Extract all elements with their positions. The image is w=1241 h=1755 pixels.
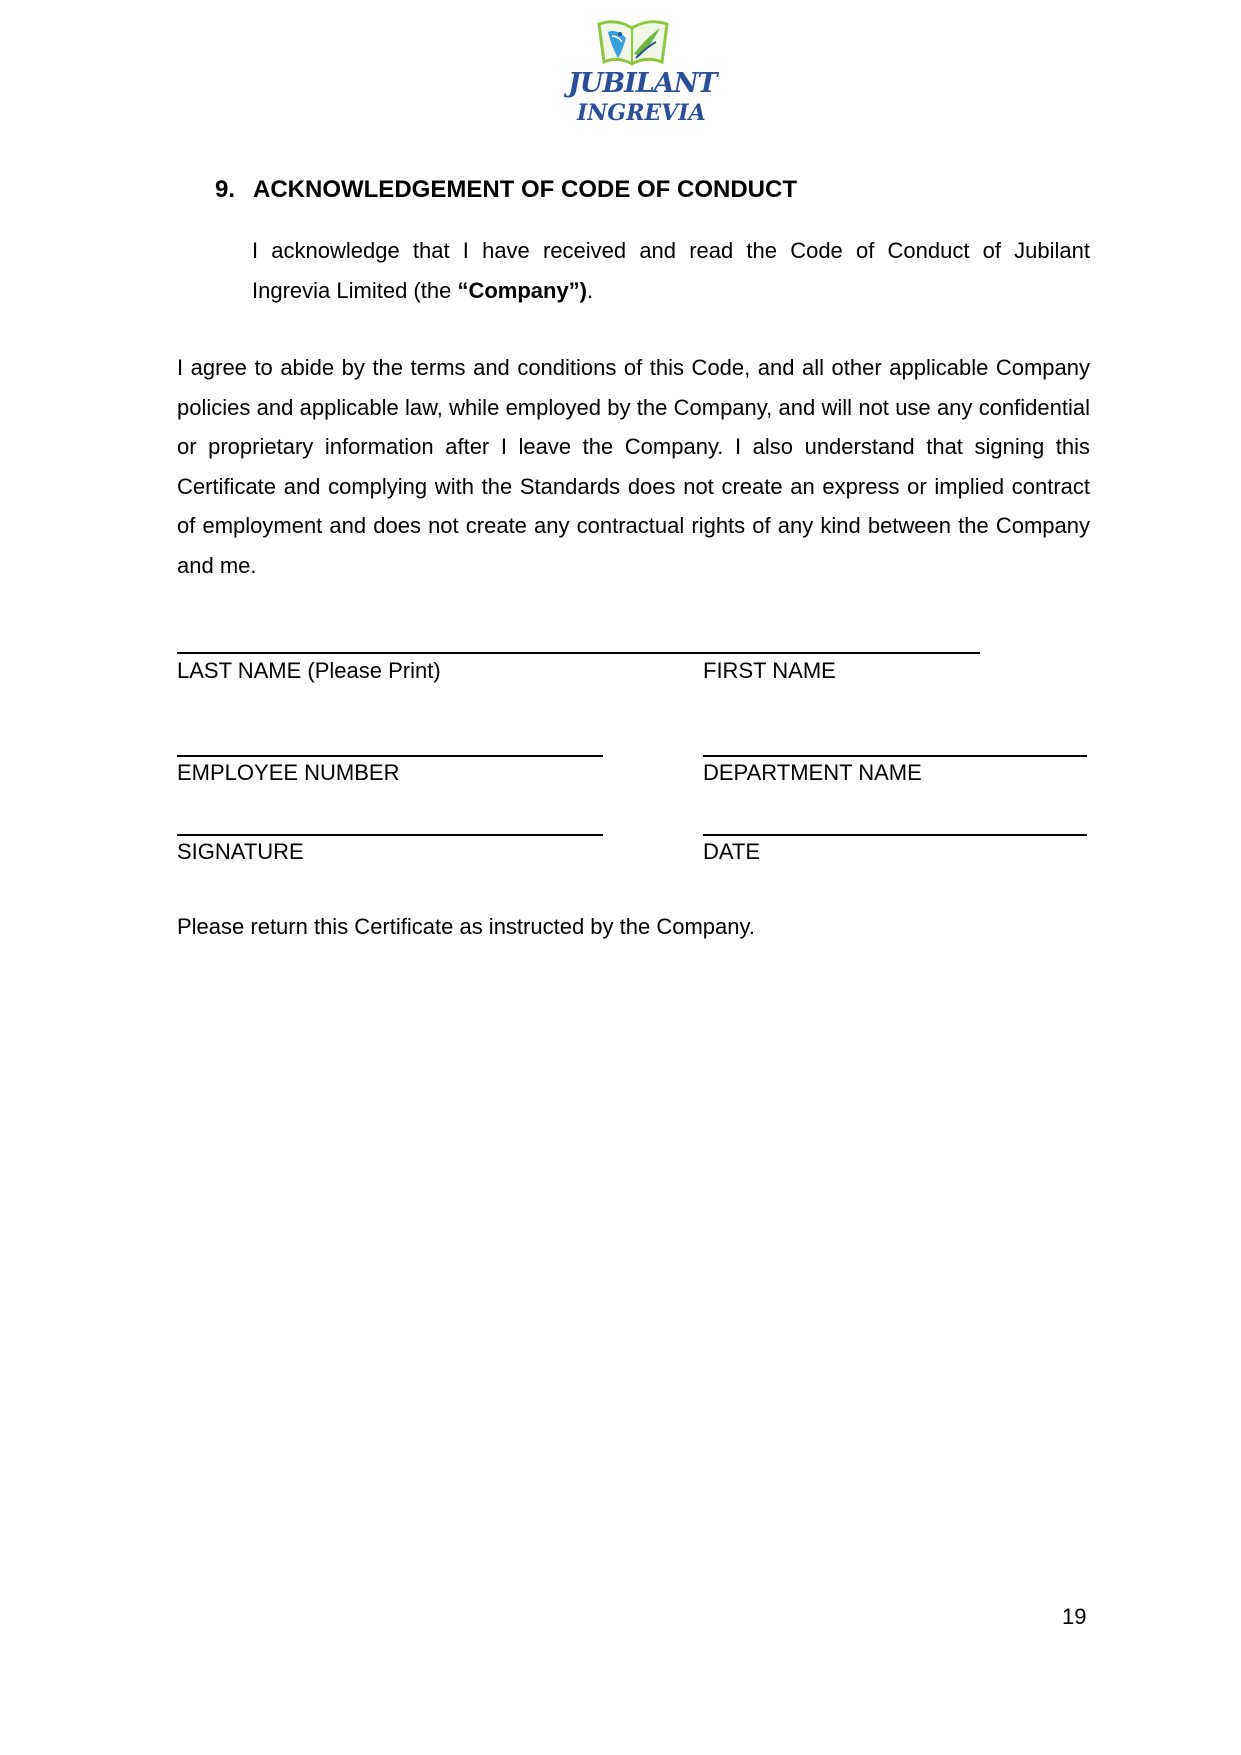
jubilant-bird-book-icon <box>596 18 670 68</box>
agreement-paragraph: I agree to abide by the terms and conditions of this Code, and all other applicable Company policies and applicable law, while employed by the Company, and will not use any confidential or proprietary information after I leave the Company. I also understand that signing this Certificate and complying with the Standards does not create an express or implied contract of employment and does not create any contractual rights of any kind between the Company and me. <box>177 355 1090 578</box>
last-name-label: LAST NAME (Please Print) <box>177 658 441 683</box>
section-heading <box>215 176 797 204</box>
first-name-label: FIRST NAME <box>703 658 836 683</box>
employee-number-line[interactable] <box>177 755 603 757</box>
acknowledgement-line2-prefix: Ingrevia Limited (the <box>252 278 458 303</box>
closing-note: Please return this Certificate as instructed by the Company. <box>177 914 755 939</box>
acknowledgement-line1: I acknowledge that I have received and read the Code of Conduct of Jubilant <box>252 238 1090 263</box>
employee-number-label: EMPLOYEE NUMBER <box>177 760 400 785</box>
acknowledgement-line2-suffix: . <box>587 278 594 303</box>
signature-line[interactable] <box>177 834 603 836</box>
department-name-label: DEPARTMENT NAME <box>703 760 922 785</box>
date-line[interactable] <box>703 834 1087 836</box>
section-number: 9. <box>215 176 236 203</box>
acknowledgement-paragraph <box>252 231 1090 311</box>
section-title: ACKNOWLEDGEMENT OF CODE OF CONDUCT <box>253 176 797 203</box>
department-name-line[interactable] <box>703 755 1087 757</box>
company-logo <box>560 18 717 126</box>
acknowledgement-line2 <box>252 271 1090 311</box>
logo-wordmark-line1: JUBILANT <box>568 68 717 99</box>
logo-wordmark-line2: INGREVIA <box>577 100 706 126</box>
signature-label: SIGNATURE <box>177 839 304 864</box>
date-label: DATE <box>703 839 761 864</box>
page-number: 19 <box>1062 1604 1087 1629</box>
name-signature-line[interactable] <box>177 652 980 654</box>
company-defined-term: “Company”) <box>457 278 587 303</box>
